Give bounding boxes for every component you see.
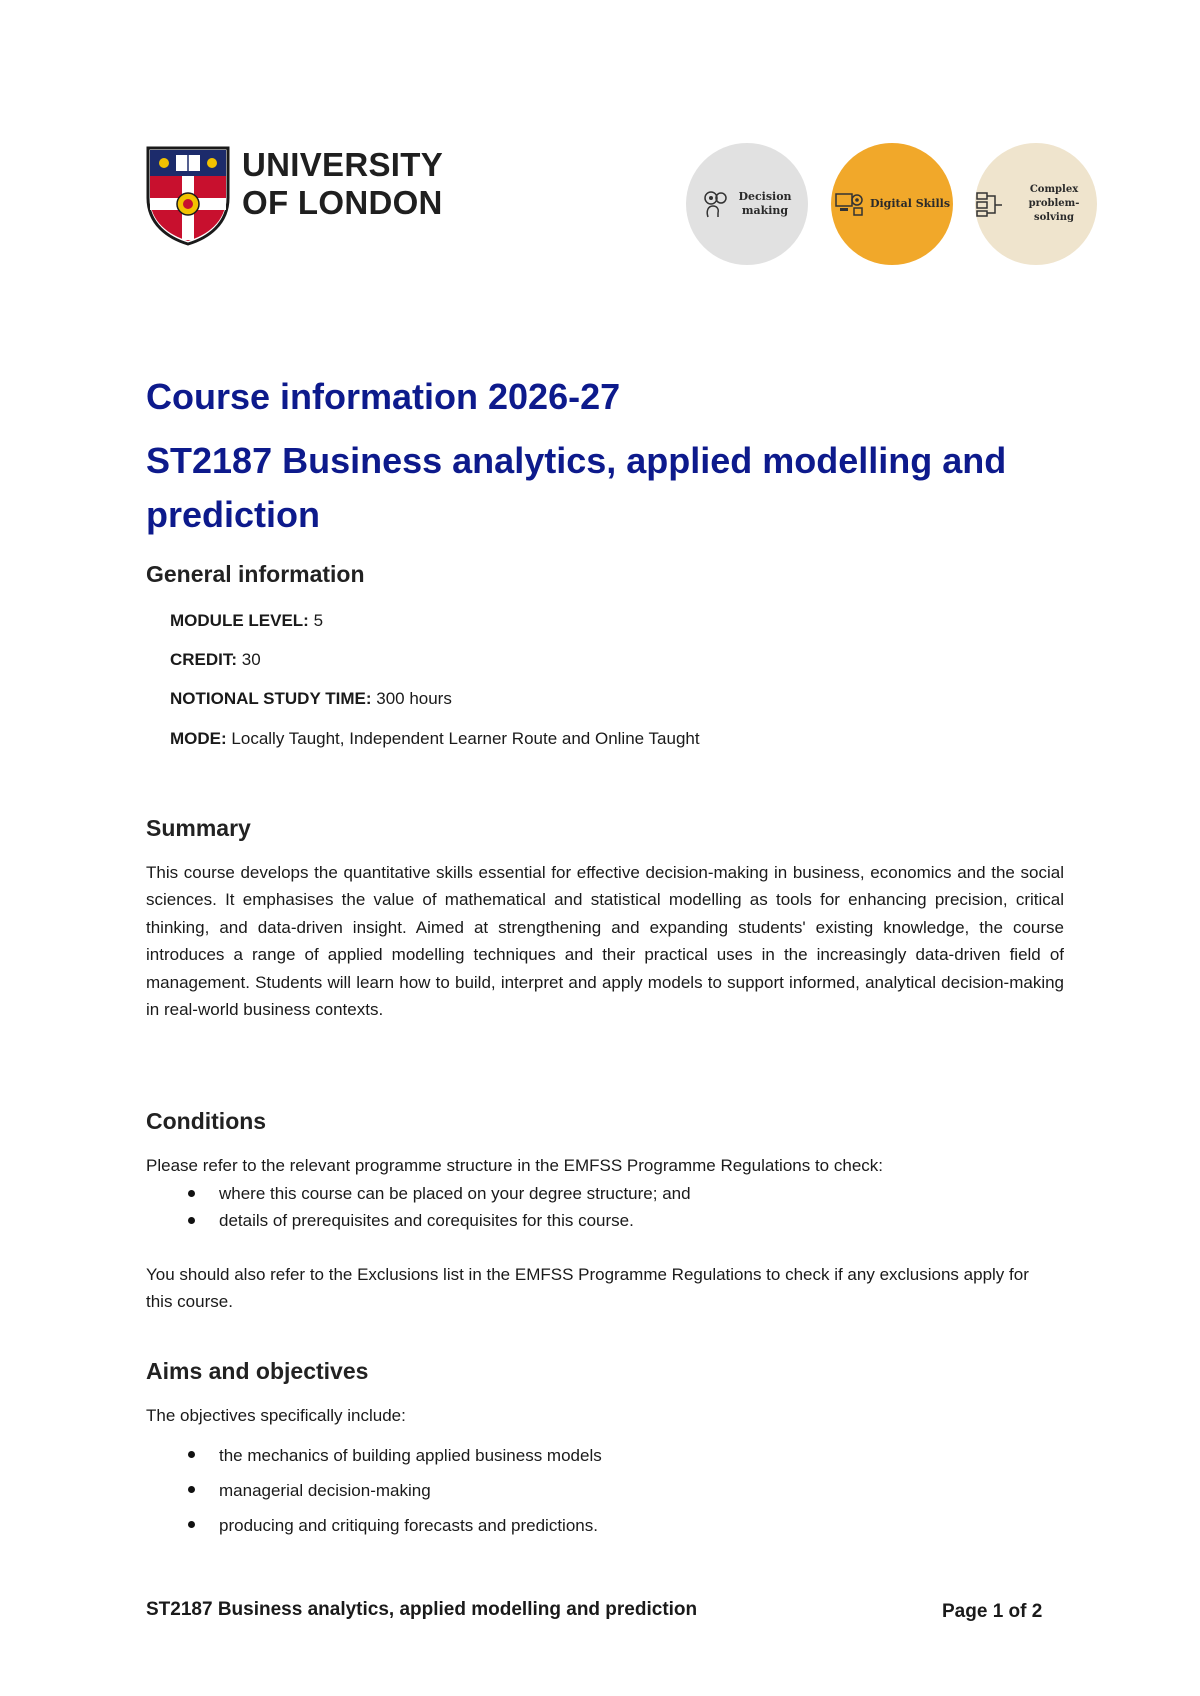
- credit-value: 30: [241, 650, 261, 669]
- mode-label: MODE:: [170, 729, 227, 748]
- aims-heading: Aims and objectives: [146, 1358, 369, 1384]
- conditions-intro: Please refer to the relevant programme structure in the EMFSS Programme Regulations to check:: [146, 1156, 883, 1175]
- module-level-value: 5: [313, 611, 324, 630]
- university-name-line2: OF LONDON: [242, 184, 443, 221]
- credit: [170, 650, 261, 670]
- list-item: where this course can be placed on your degree structure; and: [146, 1180, 691, 1207]
- digital-device-icon: [834, 191, 864, 217]
- mode: [170, 729, 700, 749]
- mode-value: Locally Taught, Independent Learner Route and Online Taught: [231, 729, 700, 748]
- list-item: managerial decision-making: [146, 1473, 602, 1508]
- list-item: details of prerequisites and corequisites for this course.: [146, 1207, 691, 1234]
- conditions-note: You should also refer to the Exclusions list in the EMFSS Programme Regulations to check if any exclusions apply for this course.: [146, 1265, 1029, 1312]
- university-logo: [146, 146, 456, 246]
- summary-heading: Summary: [146, 815, 251, 841]
- page-title: Course information 2026-27: [146, 376, 621, 417]
- module-level-label: MODULE LEVEL:: [170, 611, 309, 630]
- badge-complex-problem-solving: [975, 143, 1097, 265]
- course-title: ST2187 Business analytics, applied modelling and prediction: [146, 440, 1007, 535]
- study-time-value: 300 hours: [376, 689, 452, 708]
- badge-line: Complex: [1029, 184, 1079, 195]
- list-item: producing and critiquing forecasts and predictions.: [146, 1508, 602, 1543]
- badge-decision-making: [686, 143, 808, 265]
- study-time-label: NOTIONAL STUDY TIME:: [170, 689, 372, 708]
- flowchart-icon: [975, 191, 1005, 217]
- university-crest-icon: [146, 146, 230, 246]
- university-name-line1: UNIVERSITY: [242, 146, 444, 183]
- summary-text: This course develops the quantitative skills essential for effective decision-making in business, economics and the social sciences. It emphasises the value of mathematical and statistical modelling as tools for enhancing precision, critical thinking, and data-driven insight. Aimed at strengthening and expanding students' existing knowledge, the course introduces a range of applied modelling techniques and their practical uses in the increasingly data-driven field of management. Students will learn how to build, interpret and apply models to support informed, analytical decision-making in real-world business contexts.: [146, 863, 1064, 1020]
- badge-line: making: [741, 204, 789, 217]
- aims-intro: The objectives specifically include:: [146, 1406, 406, 1425]
- general-information-heading: General information: [146, 561, 365, 587]
- university-wordmark: [242, 146, 443, 222]
- badge-digital-skills: [831, 143, 953, 265]
- credit-label: CREDIT:: [170, 650, 238, 669]
- conditions-list: [146, 1180, 691, 1235]
- badge-line: problem-solving: [1028, 198, 1080, 223]
- conditions-heading: Conditions: [146, 1108, 267, 1134]
- badge-line: Decision: [738, 190, 792, 203]
- list-item: the mechanics of building applied business models: [146, 1438, 602, 1473]
- badge-label: Digital Skills: [869, 197, 951, 210]
- module-level: [170, 611, 323, 631]
- footer-page-number: Page 1 of 2: [942, 1601, 1043, 1622]
- brain-gear-icon: [702, 189, 732, 219]
- footer-course-title: ST2187 Business analytics, applied modelling and prediction: [146, 1599, 698, 1620]
- aims-list: [146, 1438, 602, 1543]
- study-time: [170, 689, 452, 709]
